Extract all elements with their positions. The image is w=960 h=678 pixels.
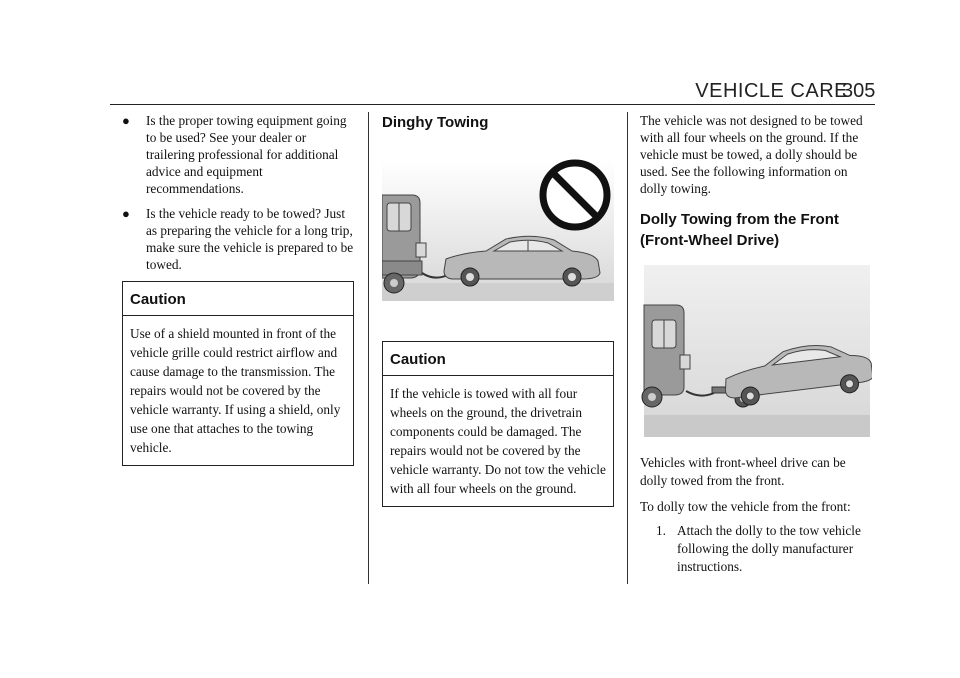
rv-shape: [382, 195, 426, 278]
bullet-item: [122, 112, 354, 197]
section-heading-line-2: (Front-Wheel Drive): [640, 232, 780, 249]
column-2: [382, 112, 614, 507]
page-number: 305: [842, 80, 876, 102]
caution-text: If the vehicle is towed with all four wheels on the ground, the drivetrain components could be damaged. The repairs would not be covered by the vehicle warranty. Do not tow the vehicle with all four wheels on the ground.: [390, 386, 606, 496]
bullet-item: [122, 205, 354, 273]
caution-text: Use of a shield mounted in front of the vehicle grille could restrict airflow and cause damage to the transmission. The repairs would not be covered by the vehicle warranty. If using a shield, only use one that attaches to the towing vehicle.: [130, 326, 341, 455]
bullet-icon: ●: [122, 206, 130, 221]
column-divider: [627, 112, 628, 584]
list-text: Attach the dolly to the tow vehicle following the dolly manufacturer instructions.: [677, 523, 861, 574]
page-header: [0, 0, 960, 110]
bullet-icon: ●: [122, 113, 130, 128]
caution-heading: Caution: [383, 342, 613, 376]
caution-box: [122, 281, 354, 466]
bullet-text: Is the vehicle ready to be towed? Just as preparing the vehicle for a long trip, make sure the vehicle is prepared to be towed.: [146, 206, 354, 272]
list-item: [640, 522, 872, 576]
column-divider: [368, 112, 369, 584]
dinghy-towing-illustration: [382, 143, 614, 313]
column-1: [122, 112, 354, 466]
section-heading-line-1: Dolly Towing from the Front: [640, 211, 839, 228]
section-title: VEHICLE CARE: [695, 80, 848, 102]
body-paragraph: To dolly tow the vehicle from the front:: [640, 499, 851, 514]
body-paragraph: Vehicles with front-wheel drive can be dolly towed from the front.: [640, 455, 846, 488]
column-3: [640, 112, 872, 576]
caution-heading: Caution: [123, 282, 353, 316]
dolly-towing-illustration: [640, 265, 872, 440]
prohibition-icon: [543, 163, 607, 227]
bullet-text: Is the proper towing equipment going to be used? See your dealer or trailering professional for additional advice and equipment recommendations.: [146, 113, 347, 196]
intro-paragraph: The vehicle was not designed to be towed with all four wheels on the ground. If the vehicle must be towed, a dolly should be used. See the following information on dolly towing.: [640, 113, 863, 196]
caution-box: [382, 341, 614, 507]
section-heading: Dinghy Towing: [382, 114, 489, 131]
header-rule: [110, 104, 875, 105]
list-number: 1.: [656, 523, 666, 538]
